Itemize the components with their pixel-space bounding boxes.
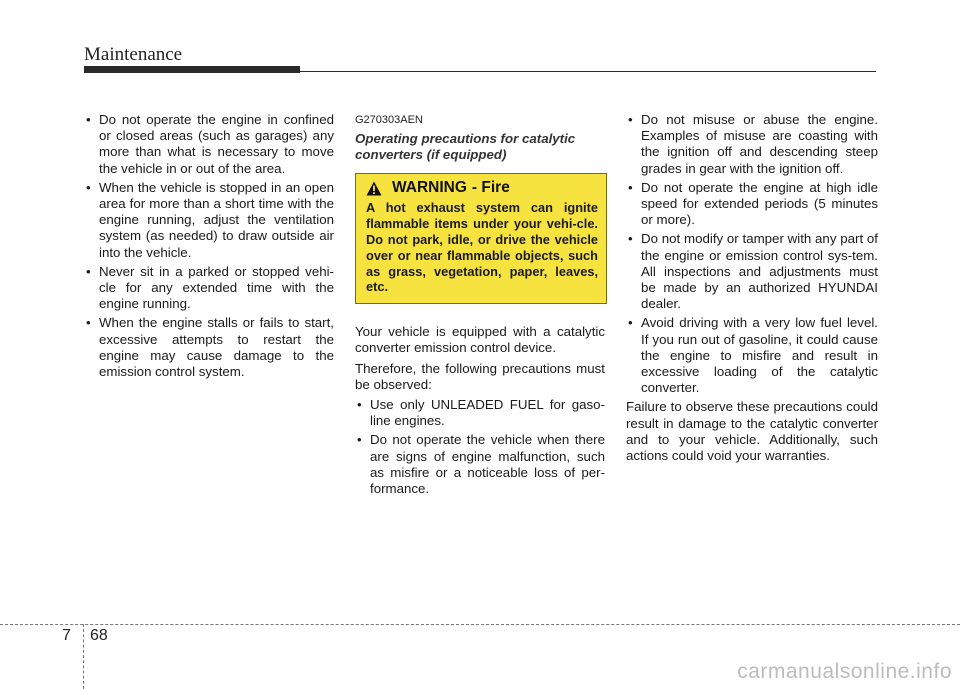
list-item: • When the vehicle is stopped in an open area for more than a short time with the engine running, adjust the ventilation system (as needed) to draw outside air into the vehicle. [84,180,334,261]
right-column [626,112,878,468]
paragraph: Your vehicle is equipped with a catalytic converter emission control device. [355,324,605,356]
list-item: • When the engine stalls or fails to start, excessive attempts to restart the engine may cause damage to the emission control system. [84,315,334,380]
list-item: • Do not operate the vehicle when there are signs of engine malfunction, such as misfire or a noticeable loss of per-formance. [355,432,605,497]
list-item: • Never sit in a parked or stopped vehi-cle for any extended time with the engine running. [84,264,334,313]
left-bullet-list [84,112,334,380]
list-item: • Do not operate the engine in confined or closed areas (such as garages) any more than what is necessary to move the vehicle in or out of the area. [84,112,334,177]
list-item: • Do not modify or tamper with any part of the engine or emission control sys-tem. All inspections and adjustments must be made by an authorized HYUNDAI dealer. [626,231,878,312]
footer-rule [0,624,960,625]
section-code: G270303AEN [355,114,423,126]
warning-title: WARNING [392,179,467,197]
chapter-number: 7 [62,627,71,644]
middle-bullet-list [355,397,605,497]
warning-header [366,180,598,196]
list-item: • Do not operate the engine at high idle speed for extended periods (5 minutes or more). [626,180,878,229]
warning-triangle-icon [366,181,382,196]
warning-box [355,173,607,304]
list-item: • Do not misuse or abuse the engine. Examples of misuse are coasting with the ignition off and descending steep grades in gear with the ignition off. [626,112,878,177]
warning-subtitle: - Fire [471,179,510,197]
paragraph: Therefore, the following precautions must be observed: [355,360,605,392]
middle-column [355,112,605,500]
right-bullet-list [626,112,878,396]
page-section-title: Maintenance [84,44,183,65]
left-column [84,112,334,383]
warning-text: A hot exhaust system can ignite flammable items under your vehi-cle. Do not park, idle, or drive the vehicle over or near flammable objects, such as grass, vegetation, paper, leaves, etc. [366,200,598,295]
footer-divider [83,624,84,689]
list-item: • Avoid driving with a very low fuel level. If you run out of gasoline, it could cause the engine to misfire and result in excessive loading of the catalytic converter. [626,315,878,396]
section-heading: Operating precautions for catalytic converters (if equipped) [355,131,576,163]
closing-paragraph: Failure to observe these precautions could result in damage to the catalytic converter and to your vehicle. Additionally, such actions could void your warranties. [626,399,878,464]
page-number: 68 [90,627,108,644]
header-rule [300,71,876,72]
watermark: carmanualsonline.info [737,660,952,683]
header-bar [84,66,300,73]
list-item: • Use only UNLEADED FUEL for gaso-line engines. [355,397,605,429]
